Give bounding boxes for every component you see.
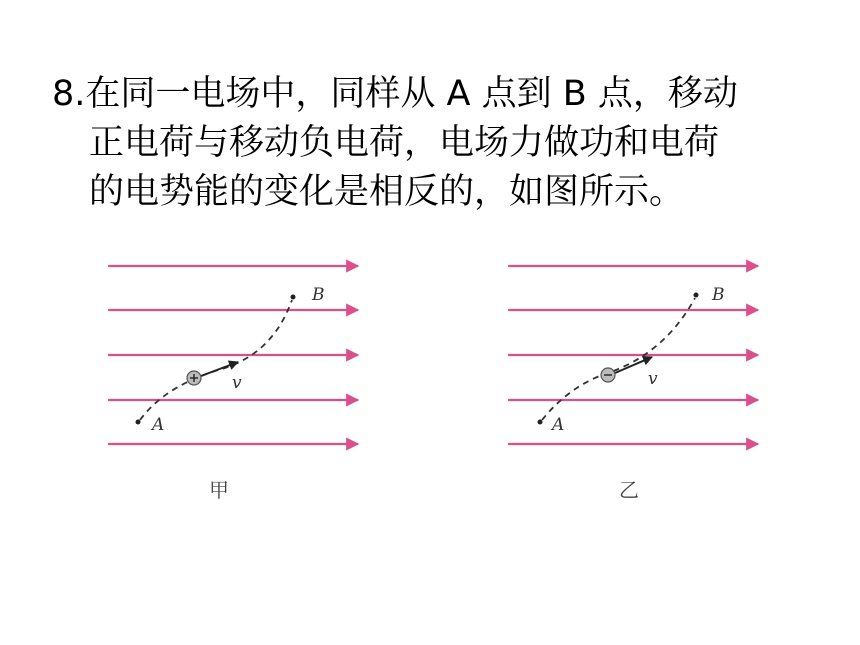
figure-caption: 乙 (619, 478, 639, 502)
figure-negative-charge (500, 248, 770, 508)
point-a-dot (538, 420, 543, 425)
velocity-arrow (615, 357, 652, 373)
point-a-dot (136, 420, 141, 425)
point-a-label: A (152, 415, 165, 435)
point-b-dot (694, 293, 699, 298)
question-line-2: 正电荷与移动负电荷，电场力做功和电荷 (89, 123, 720, 163)
point-b-label: B (312, 285, 325, 305)
question-line-3: 的电势能的变化是相反的，如图所示。 (89, 172, 685, 212)
field-diagram-positive (100, 248, 370, 468)
charge-path (542, 298, 695, 420)
question-line-1: 8.在同一电场中，同样从 A 点到 B 点，移动 (52, 74, 738, 114)
point-b-dot (291, 295, 296, 300)
velocity-label: v (648, 369, 658, 389)
figure-caption: 甲 (209, 478, 229, 502)
figure-positive-charge (100, 248, 370, 508)
charge-path (140, 300, 292, 420)
velocity-label: v (232, 373, 242, 393)
field-diagram-negative (500, 248, 770, 468)
question-text (52, 70, 812, 217)
point-a-label: A (552, 415, 565, 435)
point-b-label: B (712, 285, 725, 305)
